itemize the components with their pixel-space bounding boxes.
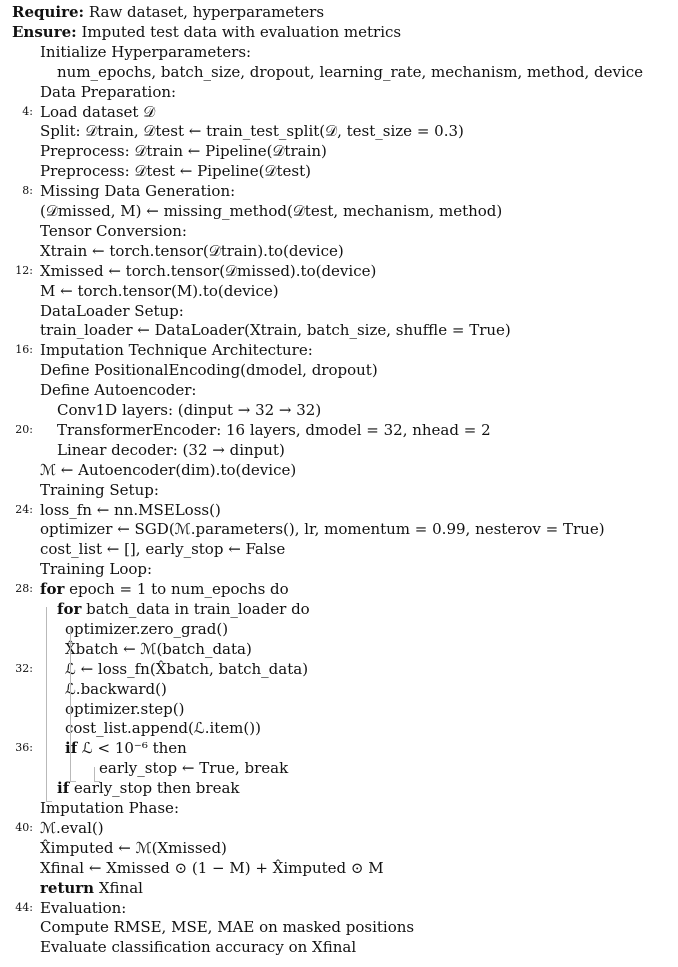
code-text: Preprocess: 𝒟train ← Pipeline(𝒟train) xyxy=(40,142,327,161)
code-text: Compute RMSE, MSE, MAE on masked positions xyxy=(40,918,415,937)
block-indent-rule xyxy=(46,607,47,801)
code-text: Xmissed ← torch.tensor(𝒟missed).to(device) xyxy=(40,261,377,280)
code-text: Initialize Hyperparameters: xyxy=(40,42,252,61)
code-text: loss_fn ← nn.MSELoss() xyxy=(40,500,221,519)
code-text: ℒ < 10⁻⁶ then xyxy=(77,739,187,758)
code-text: Conv1D layers: (dinput → 32 → 32) xyxy=(57,401,322,419)
block-end-tick xyxy=(70,781,76,782)
block-end-tick xyxy=(94,781,100,782)
code-text: epoch = 1 to num_epochs do xyxy=(64,580,289,599)
line-number: 4: xyxy=(22,104,33,118)
code-text: ℳ ← Autoencoder(dim).to(device) xyxy=(40,460,297,479)
code-text: cost_list.append(ℒ.item()) xyxy=(65,719,261,738)
keyword: if xyxy=(65,739,78,758)
code-text: (𝒟missed, M) ← missing_method(𝒟test, mechanism, method) xyxy=(40,202,503,220)
code-text: Split: 𝒟train, 𝒟test ← train_test_split(𝒟, test_size = 0.3) xyxy=(40,122,464,141)
line-number: 28: xyxy=(15,582,33,596)
code-text: early_stop ← True, break xyxy=(99,759,289,778)
line-number: 12: xyxy=(15,263,33,277)
line-number: 16: xyxy=(15,343,33,357)
code-text: Define Autoencoder: xyxy=(40,381,197,400)
code-text: early_stop then break xyxy=(69,779,240,798)
code-text: Linear decoder: (32 → dinput) xyxy=(57,440,285,459)
keyword: for xyxy=(57,600,82,618)
code-text: Xtrain ← torch.tensor(𝒟train).to(device) xyxy=(40,241,344,260)
line-number: 20: xyxy=(15,422,33,436)
line-number: 32: xyxy=(15,661,33,675)
code-text: Define PositionalEncoding(dmodel, dropout) xyxy=(40,361,378,380)
line-number: 8: xyxy=(22,184,33,198)
block-end-tick xyxy=(46,801,52,802)
keyword: for xyxy=(40,580,65,599)
code-text: Evaluation: xyxy=(40,898,127,917)
code-text: X̂imputed ← ℳ(Xmissed) xyxy=(40,838,227,857)
line-number: 24: xyxy=(15,502,33,516)
line-number: 36: xyxy=(15,741,33,755)
code-text: Raw dataset, hyperparameters xyxy=(84,3,325,21)
keyword: Ensure: xyxy=(12,22,77,41)
code-text: num_epochs, batch_size, dropout, learning_rate, mechanism, method, device xyxy=(57,62,644,81)
code-text: Imputed test data with evaluation metrics xyxy=(76,22,402,41)
code-text: train_loader ← DataLoader(Xtrain, batch_size, shuffle = True) xyxy=(40,321,511,340)
keyword: return xyxy=(40,878,95,897)
code-text: optimizer.zero_grad() xyxy=(65,619,229,638)
code-text: Xfinal xyxy=(94,878,143,897)
line-number: 44: xyxy=(15,900,33,914)
keyword: if xyxy=(57,779,70,798)
keyword: Require: xyxy=(12,3,85,21)
code-text: Training Loop: xyxy=(40,560,153,579)
code-text: cost_list ← [], early_stop ← False xyxy=(40,540,286,559)
code-text: Preprocess: 𝒟test ← Pipeline(𝒟test) xyxy=(40,162,311,181)
line-number: 40: xyxy=(15,820,33,834)
code-text: Evaluate classification accuracy on Xfinal xyxy=(40,938,357,957)
code-text: Tensor Conversion: xyxy=(40,221,187,240)
block-indent-rule xyxy=(94,767,95,781)
code-text: DataLoader Setup: xyxy=(40,301,184,320)
code-text: Missing Data Generation: xyxy=(40,182,236,201)
code-text: M ← torch.tensor(M).to(device) xyxy=(40,281,279,300)
code-text: TransformerEncoder: 16 layers, dmodel = 32, nhead = 2 xyxy=(57,420,491,439)
code-text: Load dataset 𝒟 xyxy=(40,102,156,121)
code-text: optimizer ← SGD(ℳ.parameters(), lr, momentum = 0.99, nesterov = True) xyxy=(40,520,605,539)
code-text: Training Setup: xyxy=(40,480,159,499)
code-text: Imputation Phase: xyxy=(40,799,179,817)
code-text: Xfinal ← Xmissed ⊙ (1 − M) + X̂imputed ⊙ M xyxy=(40,858,384,877)
code-text: batch_data in train_loader do xyxy=(81,600,310,618)
code-text: ℳ.eval() xyxy=(40,818,104,837)
code-text: ℒ ← loss_fn(X̂batch, batch_data) xyxy=(65,659,309,678)
code-text: optimizer.step() xyxy=(65,699,185,718)
code-text: X̂batch ← ℳ(batch_data) xyxy=(65,639,252,658)
code-text: Data Preparation: xyxy=(40,82,177,101)
code-text: ℒ.backward() xyxy=(65,679,167,698)
block-indent-rule xyxy=(70,627,71,781)
code-text: Imputation Technique Architecture: xyxy=(40,341,313,360)
